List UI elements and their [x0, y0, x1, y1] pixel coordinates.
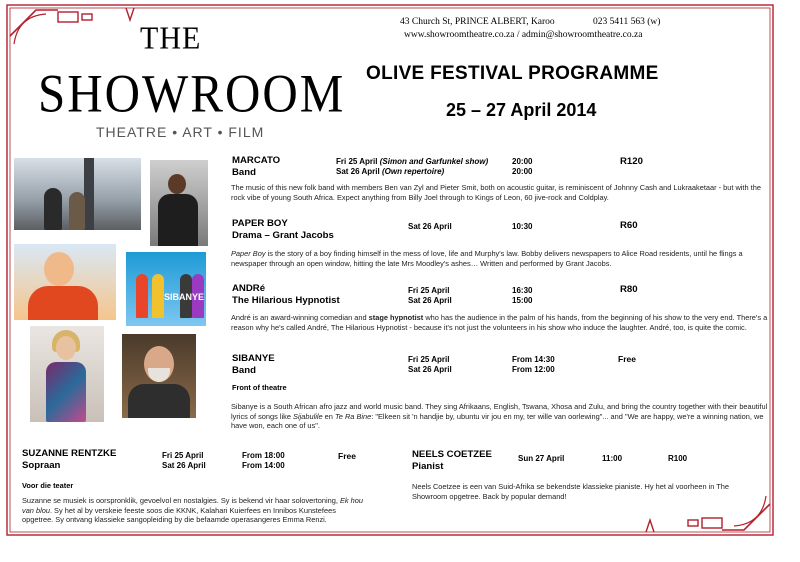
- marcato-date-1: Fri 25 April (Simon and Garfunkel show): [336, 157, 489, 166]
- paper-boy-photo: [150, 160, 208, 246]
- andre-photo: [14, 244, 116, 320]
- andre-time-1: 16:30: [512, 286, 533, 295]
- paper-boy-name: PAPER BOY: [232, 218, 288, 229]
- address: 43 Church St, PRINCE ALBERT, Karoo: [400, 17, 555, 27]
- marcato-description: The music of this new folk band with members Ben van Zyl and Pieter Smit, both on acoustic guitar, is reminiscent of Johnny Cash and Lukraaketaar - but with the rock vibe of young South Africa. Expect anything from Billy Joel through to Kings of Leon, 60 jive-rock and Coldplay.: [231, 183, 761, 202]
- web-email[interactable]: www.showroomtheatre.co.za / admin@showroomtheatre.co.za: [404, 30, 643, 40]
- sibanye-description: Sibanye is a South African afro jazz and world music band. They sing Afrikaans, English, Tswana, Xhosa and Zulu, and bring the country together with their beautiful lyrics of songs like Sijabulile en Te Ra Bine: "Elkeen sit 'n handjie by, ubuntu vir jou en my, ter wille van oorlewing"... and "We are happy, we're a winning nation, we have won, each one of us".: [231, 402, 768, 431]
- festival-dates: 25 – 27 April 2014: [446, 100, 597, 120]
- marcato-photo: [14, 158, 141, 230]
- neels-description: Neels Coetzee is een van Suid-Afrika se bekendste klassieke pianiste. Hy het al voorheen in The Showroom opgetree. Back by popular demand!: [412, 482, 730, 501]
- suzanne-date-1: Fri 25 April: [162, 451, 204, 460]
- andre-description: André is an award-winning comedian and stage hypnotist who has the audience in the palm of his hands, from the beginning of his show to the very end. There's a reason why he's called André, The Hilarious Hypnotist - because it's not just the volunteers in his show who induce the laughter. André, too, is quite the comic.: [231, 313, 768, 332]
- logo-the: THE: [140, 21, 202, 56]
- sibanye-date-2: Sat 26 April: [408, 365, 452, 374]
- marcato-show-1: (Simon and Garfunkel show): [379, 157, 489, 166]
- paper-boy-description: Paper Boy is the story of a boy finding himself in the mess of love, life and Murphy's law. Bobby delivers newspapers to Alice Road residents, until he flings a newspaper through an open window, hitting the late Mrs Moodley's ashes… Written and performed by Grant Jacobs.: [231, 249, 743, 268]
- andre-time-2: 15:00: [512, 296, 533, 305]
- paper-boy-type: Drama – Grant Jacobs: [232, 230, 334, 241]
- neels-photo: [122, 334, 196, 418]
- neels-name: NEELS COETZEE: [412, 449, 492, 460]
- andre-date-1: Fri 25 April: [408, 286, 450, 295]
- marcato-time-1: 20:00: [512, 157, 533, 166]
- andre-date-2: Sat 26 April: [408, 296, 452, 305]
- andre-price: R80: [620, 284, 638, 295]
- marcato-type: Band: [232, 167, 256, 178]
- suzanne-photo: [30, 326, 104, 422]
- neels-price: R100: [668, 454, 688, 463]
- suzanne-time-1: From 18:00: [242, 451, 285, 460]
- suzanne-time-2: From 14:00: [242, 461, 285, 470]
- andre-type: The Hilarious Hypnotist: [232, 295, 340, 306]
- sibanye-date-1: Fri 25 April: [408, 355, 450, 364]
- logo-tagline: THEATRE • ART • FILM: [96, 124, 265, 140]
- sibanye-photo: [126, 252, 206, 326]
- marcato-date-2: Sat 26 April (Own repertoire): [336, 167, 445, 176]
- paper-boy-time: 10:30: [512, 222, 533, 231]
- marcato-price: R120: [620, 156, 643, 167]
- sibanye-venue-note: Front of theatre: [232, 383, 287, 392]
- marcato-show-2: (Own repertoire): [381, 167, 445, 176]
- andre-name: ANDRé: [232, 283, 266, 294]
- suzanne-date-2: Sat 26 April: [162, 461, 206, 470]
- paper-boy-price: R60: [620, 220, 638, 231]
- suzanne-name: SUZANNE RENTZKE: [22, 448, 117, 459]
- suzanne-description: Suzanne se musiek is oorspronklik, gevoelvol en nostalgies. Sy is bekend vir haar solovertoning, Ek hou van blou. Sy het al by verskeie feeste soos die KKNK, Kalahari Kuierfees en Innibos Kunstefees opgetree. Sy ontvang klassieke sangopleiding by die befaamde operasangeres Emma Renzi.: [22, 496, 363, 525]
- marcato-name: MARCATO: [232, 155, 281, 166]
- suzanne-price: Free: [338, 451, 356, 461]
- sibanye-name: SIBANYE: [232, 353, 275, 364]
- neels-type: Pianist: [412, 461, 444, 472]
- paper-boy-date: Sat 26 April: [408, 222, 452, 231]
- marcato-time-2: 20:00: [512, 167, 533, 176]
- sibanye-type: Band: [232, 365, 256, 376]
- page-title: OLIVE FESTIVAL PROGRAMME: [366, 63, 659, 84]
- contact-block: [400, 16, 661, 42]
- suzanne-type: Sopraan: [22, 460, 61, 471]
- logo-showroom: SHOWROOM: [38, 63, 346, 124]
- suzanne-venue-note: Voor die teater: [22, 481, 74, 490]
- sibanye-price: Free: [618, 354, 636, 364]
- neels-date: Sun 27 April: [518, 454, 565, 463]
- sibanye-photo-label: SIBANYE: [164, 292, 205, 302]
- sibanye-time-2: From 12:00: [512, 365, 555, 374]
- sibanye-time-1: From 14:30: [512, 355, 555, 364]
- neels-time: 11:00: [602, 454, 623, 463]
- phone: 023 5411 563 (w): [593, 17, 661, 27]
